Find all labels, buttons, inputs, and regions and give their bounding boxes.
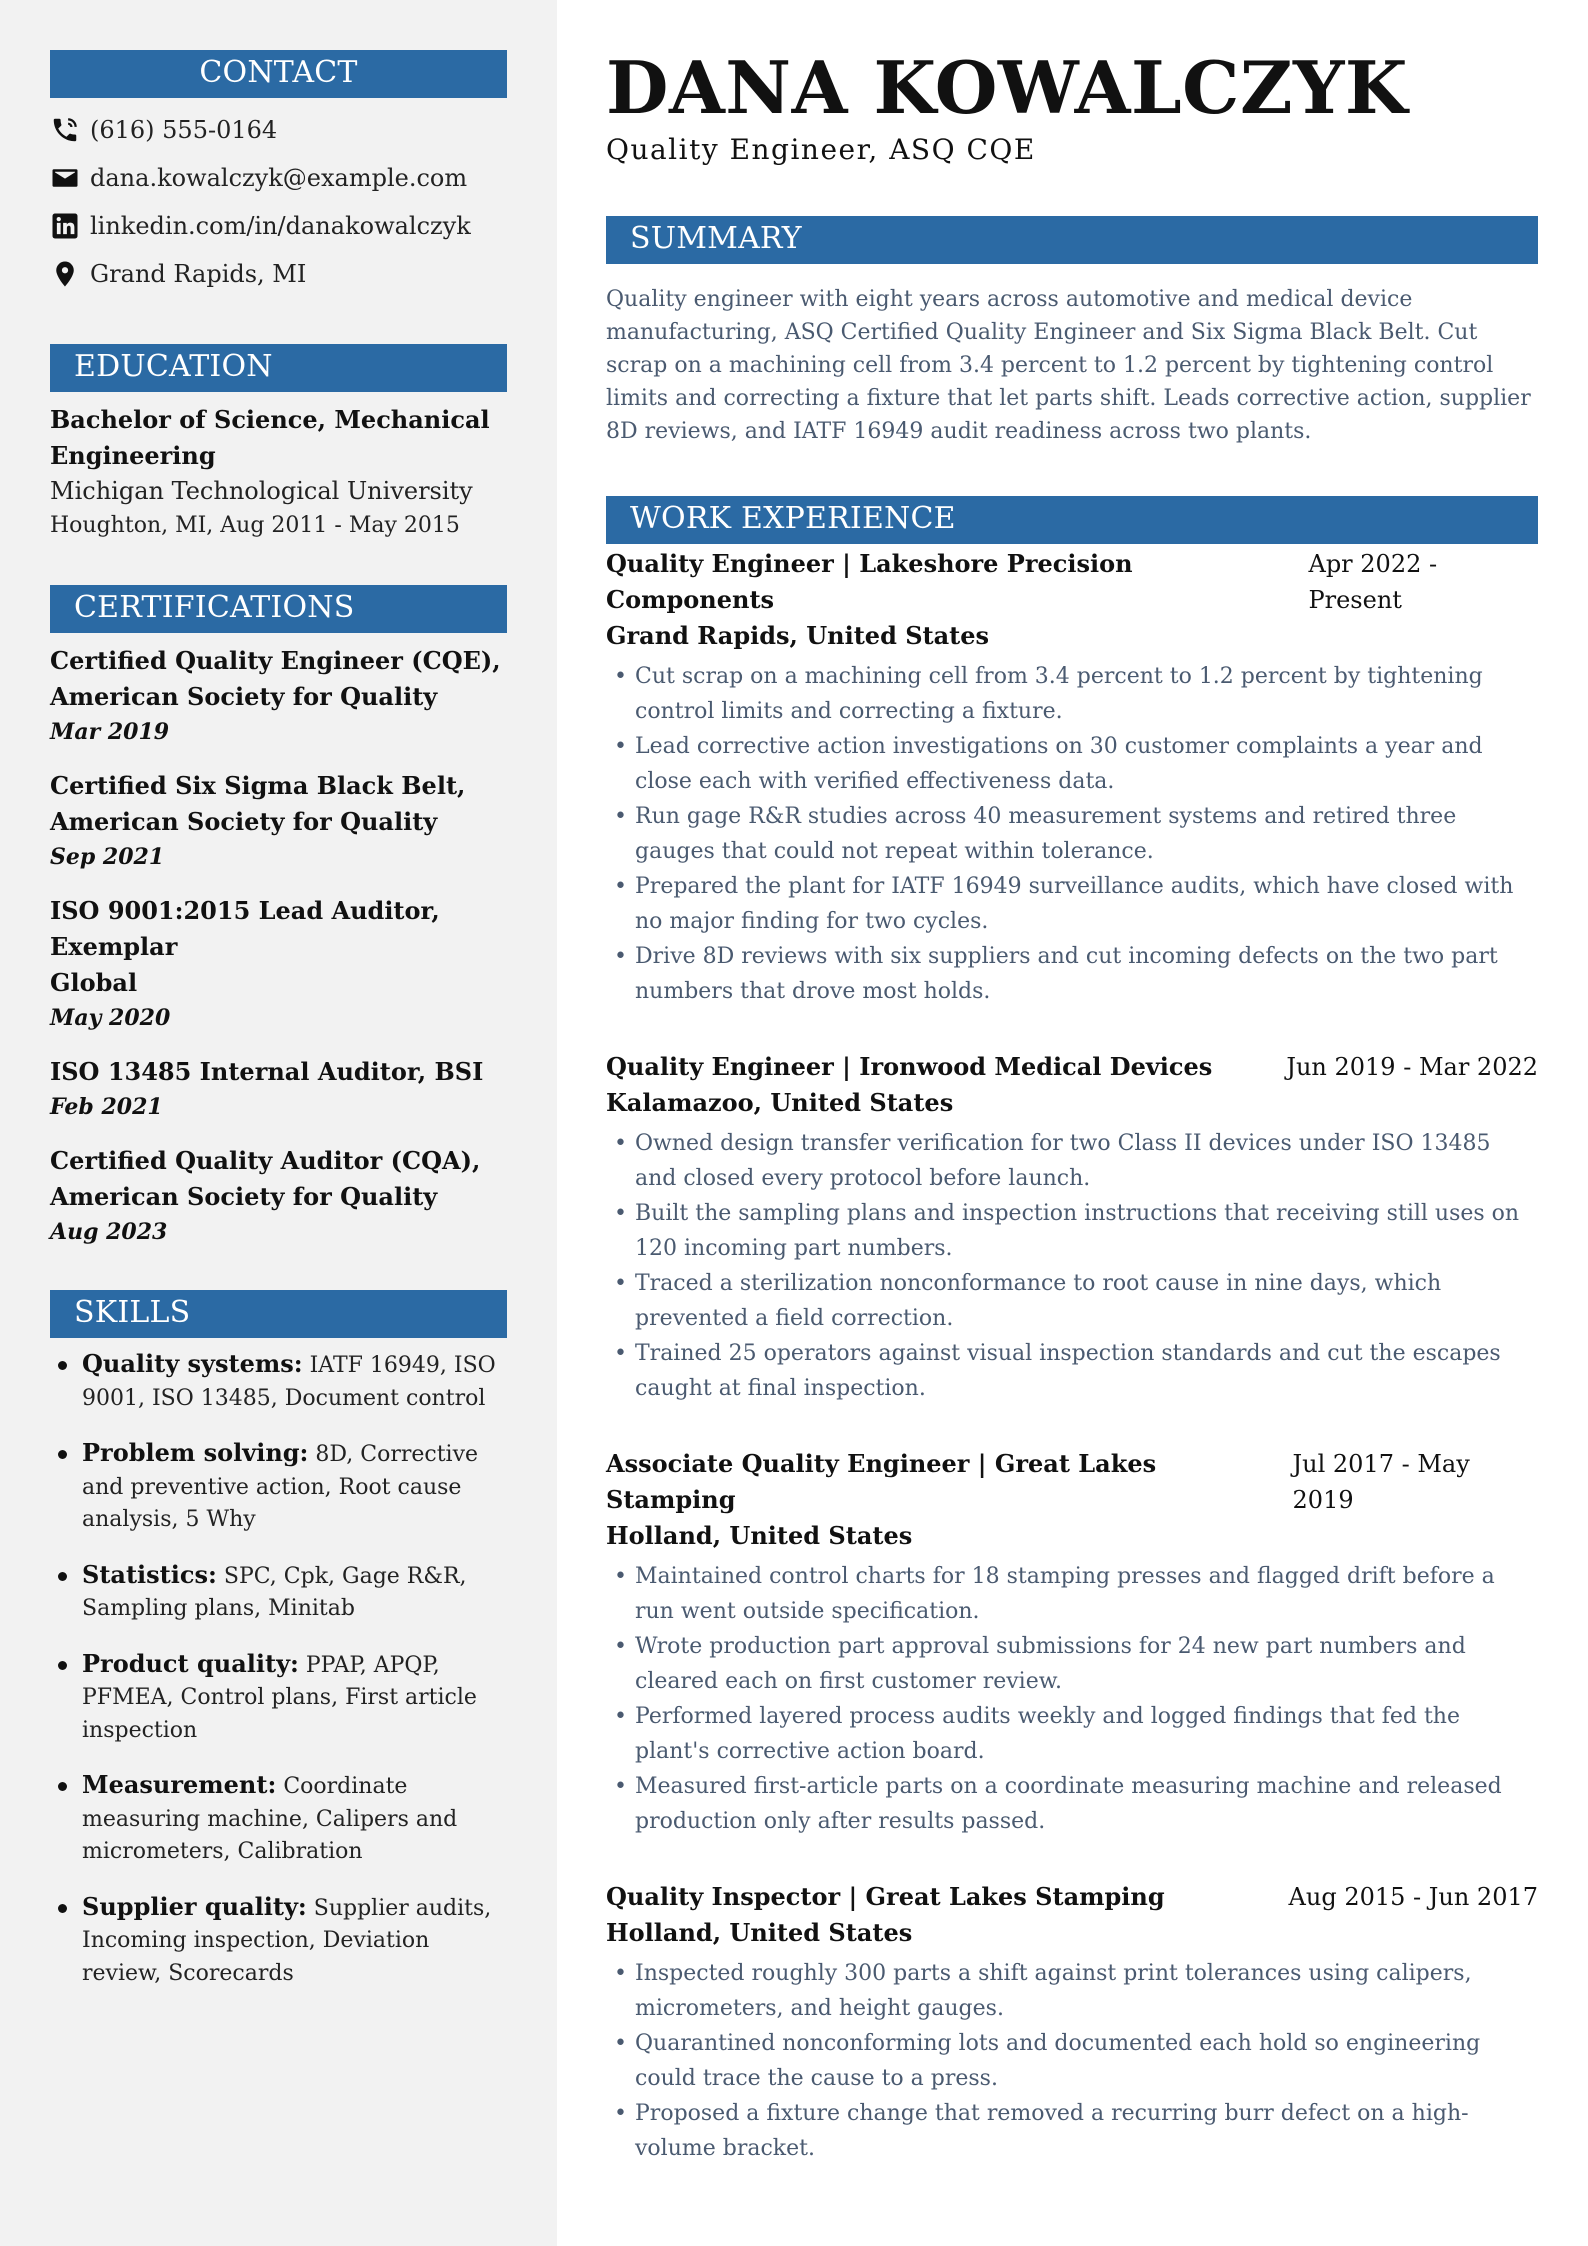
skill-item <box>50 1559 507 1626</box>
job-bullet: • Owned design transfer verification for two Class II devices under ISO 13485 and closed every protocol before launch. <box>606 1127 1538 1196</box>
job-bullet: • Prepared the plant for IATF 16949 surveillance audits, which have closed with no major finding for two cycles. <box>606 870 1538 939</box>
job-dates: Aug 2015 - Jun 2017 <box>1288 1883 1538 1911</box>
job-bullets <box>606 1957 1538 2166</box>
job-header-row <box>606 1879 1538 1915</box>
education-details: Houghton, MI, Aug 2011 - May 2015 <box>50 513 460 538</box>
contact-linkedin[interactable] <box>50 202 507 250</box>
certification-line-2: Global <box>50 968 138 997</box>
certification-line-1: ISO 13485 Internal Auditor, BSI <box>50 1057 484 1086</box>
summary-heading: SUMMARY <box>606 216 1538 264</box>
job-title: Quality Inspector | Great Lakes Stamping <box>606 1882 1165 1911</box>
job-title: Associate Quality Engineer | Great Lakes Stamping <box>606 1449 1157 1514</box>
certification-line-1: Certified Quality Engineer (CQE), <box>50 646 501 675</box>
job-entry <box>606 1879 1538 2166</box>
mail-icon <box>50 161 84 195</box>
job-bullet: • Run gage R&R studies across 40 measurement systems and retired three gauges that could not repeat within tolerance. <box>606 800 1538 869</box>
job-bullets <box>606 660 1538 1009</box>
skill-name: Quality systems: <box>82 1349 303 1378</box>
skill-name: Problem solving: <box>82 1438 309 1467</box>
certification-date: May 2020 <box>50 1005 171 1031</box>
job-header-row <box>606 1446 1538 1518</box>
certifications-heading: CERTIFICATIONS <box>50 585 507 633</box>
job-title: Quality Engineer | Lakeshore Precision Components <box>606 549 1133 614</box>
job-bullet: • Lead corrective action investigations on 30 customer complaints a year and close each with verified effectiveness data. <box>606 730 1538 799</box>
certification-item <box>50 643 507 749</box>
phone-text: (616) 555-0164 <box>90 116 278 144</box>
skill-value: 8D, Corrective and preventive action, Root cause analysis, 5 Why <box>82 1442 479 1532</box>
job-bullets <box>606 1127 1538 1406</box>
job-bullet: • Trained 25 operators against visual inspection standards and cut the escapes caught at final inspection. <box>606 1337 1538 1406</box>
skill-item <box>50 1437 507 1537</box>
contact-email[interactable] <box>50 154 507 202</box>
sidebar <box>0 0 557 2246</box>
skill-value: Coordinate measuring machine, Calipers and micrometers, Calibration <box>82 1774 458 1864</box>
location-pin-icon <box>50 257 84 291</box>
certification-line-1: Certified Six Sigma Black Belt, <box>50 771 466 800</box>
job-bullet: • Maintained control charts for 18 stamping presses and flagged drift before a run went outside specification. <box>606 1560 1538 1629</box>
job-location: Grand Rapids, United States <box>606 621 990 650</box>
location-text: Grand Rapids, MI <box>90 260 307 288</box>
job-bullet: • Quarantined nonconforming lots and documented each hold so engineering could trace the cause to a press. <box>606 2027 1538 2096</box>
linkedin-text: linkedin.com/in/danakowalczyk <box>90 212 471 240</box>
job-location: Kalamazoo, United States <box>606 1088 954 1117</box>
certifications-list <box>50 643 507 1249</box>
skill-name: Supplier quality: <box>82 1891 307 1921</box>
experience-heading: WORK EXPERIENCE <box>606 496 1538 544</box>
skills-heading: SKILLS <box>50 1290 507 1338</box>
skill-name: Statistics: <box>82 1559 217 1589</box>
certification-item <box>50 768 507 874</box>
degree-line-1: Bachelor of Science, Mechanical <box>50 405 490 434</box>
candidate-title: Quality Engineer, ASQ CQE <box>606 133 1036 166</box>
skill-item <box>50 1769 507 1869</box>
contact-location <box>50 250 507 298</box>
skills-list <box>50 1348 507 1990</box>
skill-value: SPC, Cpk, Gage R&R, Sampling plans, Minitab <box>82 1563 467 1621</box>
certification-date: Aug 2023 <box>50 1219 168 1245</box>
skill-value: IATF 16949, ISO 9001, ISO 13485, Document control <box>82 1353 496 1411</box>
job-header-row <box>606 1049 1538 1085</box>
certification-line-2: American Society for Quality <box>50 807 438 836</box>
job-entry <box>606 546 1538 1009</box>
certification-line-2: American Society for Quality <box>50 1182 438 1211</box>
contact-phone[interactable] <box>50 106 507 154</box>
skill-value: PPAP, APQP, PFMEA, Control plans, First article inspection <box>82 1652 477 1743</box>
skill-item <box>50 1348 507 1415</box>
contact-heading: CONTACT <box>50 50 507 98</box>
job-entry <box>606 1446 1538 1839</box>
job-location: Holland, United States <box>606 1918 913 1947</box>
job-bullet: • Wrote production part approval submissions for 24 new part numbers and cleared each on first customer review. <box>606 1630 1538 1699</box>
skill-name: Product quality: <box>82 1648 299 1678</box>
skill-item <box>50 1891 507 1991</box>
education-entry <box>50 402 507 543</box>
certification-line-2: American Society for Quality <box>50 682 438 711</box>
education-heading: EDUCATION <box>50 344 507 392</box>
certification-item <box>50 893 507 1035</box>
job-dates: Jun 2019 - Mar 2022 <box>1286 1053 1538 1081</box>
email-text: dana.kowalczyk@example.com <box>90 164 468 192</box>
job-bullet: • Traced a sterilization nonconformance to root cause in nine days, which prevented a field correction. <box>606 1267 1538 1336</box>
job-bullets <box>606 1560 1538 1839</box>
skill-item <box>50 1648 507 1748</box>
certification-date: Feb 2021 <box>50 1094 163 1120</box>
certification-item <box>50 1054 507 1124</box>
job-bullet: • Measured first-article parts on a coordinate measuring machine and released production only after results passed. <box>606 1770 1538 1839</box>
job-header-row <box>606 546 1538 618</box>
job-bullet: • Built the sampling plans and inspection instructions that receiving still uses on 120 incoming part numbers. <box>606 1197 1538 1266</box>
job-dates: Apr 2022 - Present <box>1308 550 1438 614</box>
contact-list <box>50 106 507 298</box>
job-location: Holland, United States <box>606 1521 913 1550</box>
phone-icon <box>50 113 84 147</box>
skill-value: Supplier audits, Incoming inspection, Deviation review, Scorecards <box>82 1895 492 1986</box>
job-bullet: • Inspected roughly 300 parts a shift against print tolerances using calipers, micrometers, and height gauges. <box>606 1957 1538 2026</box>
certification-item <box>50 1143 507 1249</box>
job-bullet: • Cut scrap on a machining cell from 3.4 percent to 1.2 percent by tightening control limits and correcting a fixture. <box>606 660 1538 729</box>
job-entry <box>606 1049 1538 1406</box>
certification-line-1: ISO 9001:2015 Lead Auditor, Exemplar <box>50 896 440 961</box>
school-name: Michigan Technological University <box>50 477 473 505</box>
certification-date: Mar 2019 <box>50 719 170 745</box>
job-bullet: • Drive 8D reviews with six suppliers and cut incoming defects on the two part numbers that drove most holds. <box>606 940 1538 1009</box>
degree-line-2: Engineering <box>50 441 216 470</box>
jobs-list <box>606 546 1538 2166</box>
skill-name: Measurement: <box>82 1770 277 1799</box>
job-dates: Jul 2017 - May 2019 <box>1292 1450 1470 1514</box>
certification-date: Sep 2021 <box>50 844 165 870</box>
job-bullet: • Proposed a fixture change that removed a recurring burr defect on a high-volume bracket. <box>606 2097 1538 2166</box>
job-bullet: • Performed layered process audits weekly and logged findings that fed the plant's corrective action board. <box>606 1700 1538 1769</box>
candidate-name: DANA KOWALCZYK <box>606 45 1408 130</box>
main-content <box>557 0 1588 2246</box>
linkedin-icon <box>50 209 84 243</box>
summary-text: Quality engineer with eight years across automotive and medical device manufacturing, ASQ Certified Quality Engineer and Six Sigma Black Belt. Cut scrap on a machining cell from 3.4 percent to 1.2 percent by tightening control limits and correcting a fixture that let parts shift. Leads corrective action, supplier 8D reviews, and IATF 16949 audit readiness across two plants. <box>606 287 1531 444</box>
certification-line-1: Certified Quality Auditor (CQA), <box>50 1146 481 1175</box>
job-title: Quality Engineer | Ironwood Medical Devices <box>606 1052 1213 1081</box>
